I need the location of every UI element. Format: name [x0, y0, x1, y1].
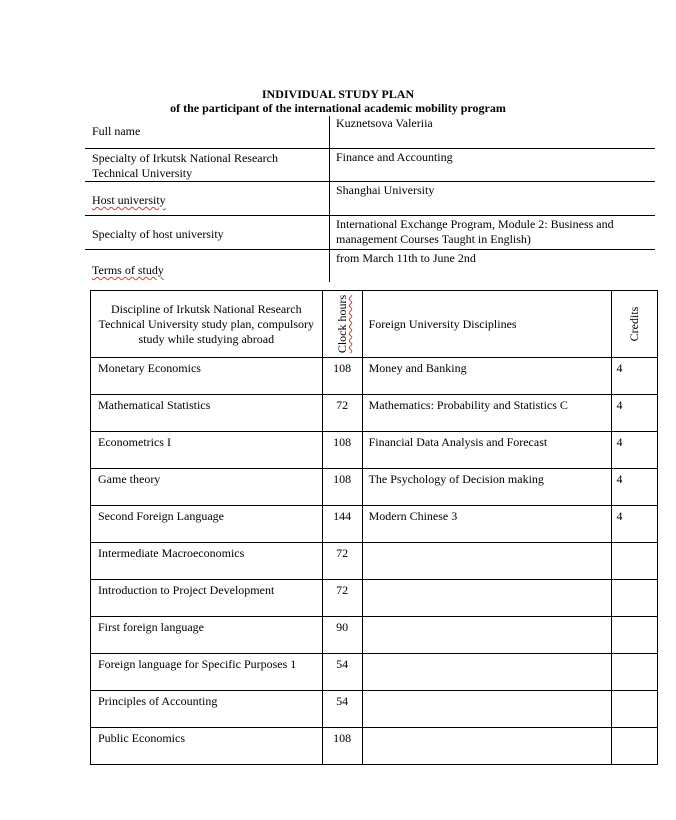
cell-home-discipline: First foreign language	[91, 617, 323, 654]
cell-clock-hours: 108	[322, 469, 362, 506]
participant-info	[85, 116, 655, 284]
cell-home-discipline: Introduction to Project Development	[91, 580, 323, 617]
table-row	[91, 506, 658, 543]
header-clock-hours-text: Clock hours	[335, 294, 350, 354]
cell-credits	[611, 617, 657, 654]
info-label: Terms of study	[92, 263, 164, 277]
cell-foreign-discipline	[362, 580, 611, 617]
info-row-host-specialty	[85, 216, 655, 250]
document-subtitle: of the participant of the international academic mobility program	[170, 101, 506, 115]
info-value: from March 11th to June 2nd	[336, 251, 476, 265]
info-value: International Exchange Program, Module 2: Business and management Courses Taught in English)	[336, 217, 614, 246]
cell-credits	[611, 654, 657, 691]
table-row	[91, 395, 658, 432]
table-row	[91, 580, 658, 617]
table-row	[91, 654, 658, 691]
cell-clock-hours: 108	[322, 432, 362, 469]
cell-clock-hours: 90	[322, 617, 362, 654]
info-value: Finance and Accounting	[336, 150, 453, 164]
cell-foreign-discipline: Mathematics: Probability and Statistics C	[362, 395, 611, 432]
cell-clock-hours: 54	[322, 691, 362, 728]
info-row-full-name	[85, 116, 655, 149]
cell-home-discipline: Econometrics I	[91, 432, 323, 469]
cell-credits: 4	[611, 506, 657, 543]
table-row	[91, 728, 658, 765]
cell-home-discipline: Intermediate Macroeconomics	[91, 543, 323, 580]
cell-home-discipline: Mathematical Statistics	[91, 395, 323, 432]
cell-credits	[611, 728, 657, 765]
header-home-discipline: Discipline of Irkutsk National Research Technical University study plan, compulsory study while studying abroad	[91, 291, 323, 358]
cell-foreign-discipline: Money and Banking	[362, 358, 611, 395]
cell-foreign-discipline	[362, 543, 611, 580]
cell-home-discipline: Monetary Economics	[91, 358, 323, 395]
cell-credits	[611, 580, 657, 617]
header-foreign-discipline: Foreign University Disciplines	[362, 291, 611, 358]
cell-foreign-discipline	[362, 654, 611, 691]
info-label: Specialty of host university	[92, 227, 224, 241]
cell-clock-hours: 108	[322, 358, 362, 395]
cell-credits: 4	[611, 432, 657, 469]
cell-credits	[611, 543, 657, 580]
cell-clock-hours: 72	[322, 395, 362, 432]
table-row	[91, 358, 658, 395]
info-value: Shanghai University	[336, 183, 435, 197]
cell-foreign-discipline	[362, 728, 611, 765]
cell-home-discipline: Game theory	[91, 469, 323, 506]
cell-foreign-discipline	[362, 617, 611, 654]
cell-credits: 4	[611, 395, 657, 432]
info-row-host-university	[85, 182, 655, 216]
info-value: Kuznetsova Valeriia	[336, 116, 433, 130]
header-credits-text: Credits	[627, 306, 642, 342]
info-label: Host university	[92, 193, 166, 207]
cell-foreign-discipline: Modern Chinese 3	[362, 506, 611, 543]
cell-foreign-discipline: Financial Data Analysis and Forecast	[362, 432, 611, 469]
cell-credits: 4	[611, 469, 657, 506]
cell-home-discipline: Public Economics	[91, 728, 323, 765]
table-row	[91, 469, 658, 506]
cell-clock-hours: 144	[322, 506, 362, 543]
info-label: Specialty of Irkutsk National Research Technical University	[92, 151, 278, 180]
cell-credits	[611, 691, 657, 728]
header-clock-hours	[322, 291, 362, 358]
info-label: Full name	[92, 124, 141, 138]
cell-foreign-discipline	[362, 691, 611, 728]
document-title: INDIVIDUAL STUDY PLAN	[261, 87, 415, 101]
cell-clock-hours: 54	[322, 654, 362, 691]
table-row	[91, 432, 658, 469]
cell-foreign-discipline: The Psychology of Decision making	[362, 469, 611, 506]
info-row-specialty	[85, 149, 655, 182]
table-row	[91, 543, 658, 580]
study-plan-table	[90, 290, 658, 765]
table-row	[91, 617, 658, 654]
cell-clock-hours: 108	[322, 728, 362, 765]
cell-home-discipline: Second Foreign Language	[91, 506, 323, 543]
info-row-terms	[85, 250, 655, 284]
cell-clock-hours: 72	[322, 580, 362, 617]
table-row	[91, 691, 658, 728]
cell-clock-hours: 72	[322, 543, 362, 580]
cell-home-discipline: Foreign language for Specific Purposes 1	[91, 654, 323, 691]
header-credits	[611, 291, 657, 358]
table-header-row	[91, 291, 658, 358]
cell-home-discipline: Principles of Accounting	[91, 691, 323, 728]
cell-credits: 4	[611, 358, 657, 395]
